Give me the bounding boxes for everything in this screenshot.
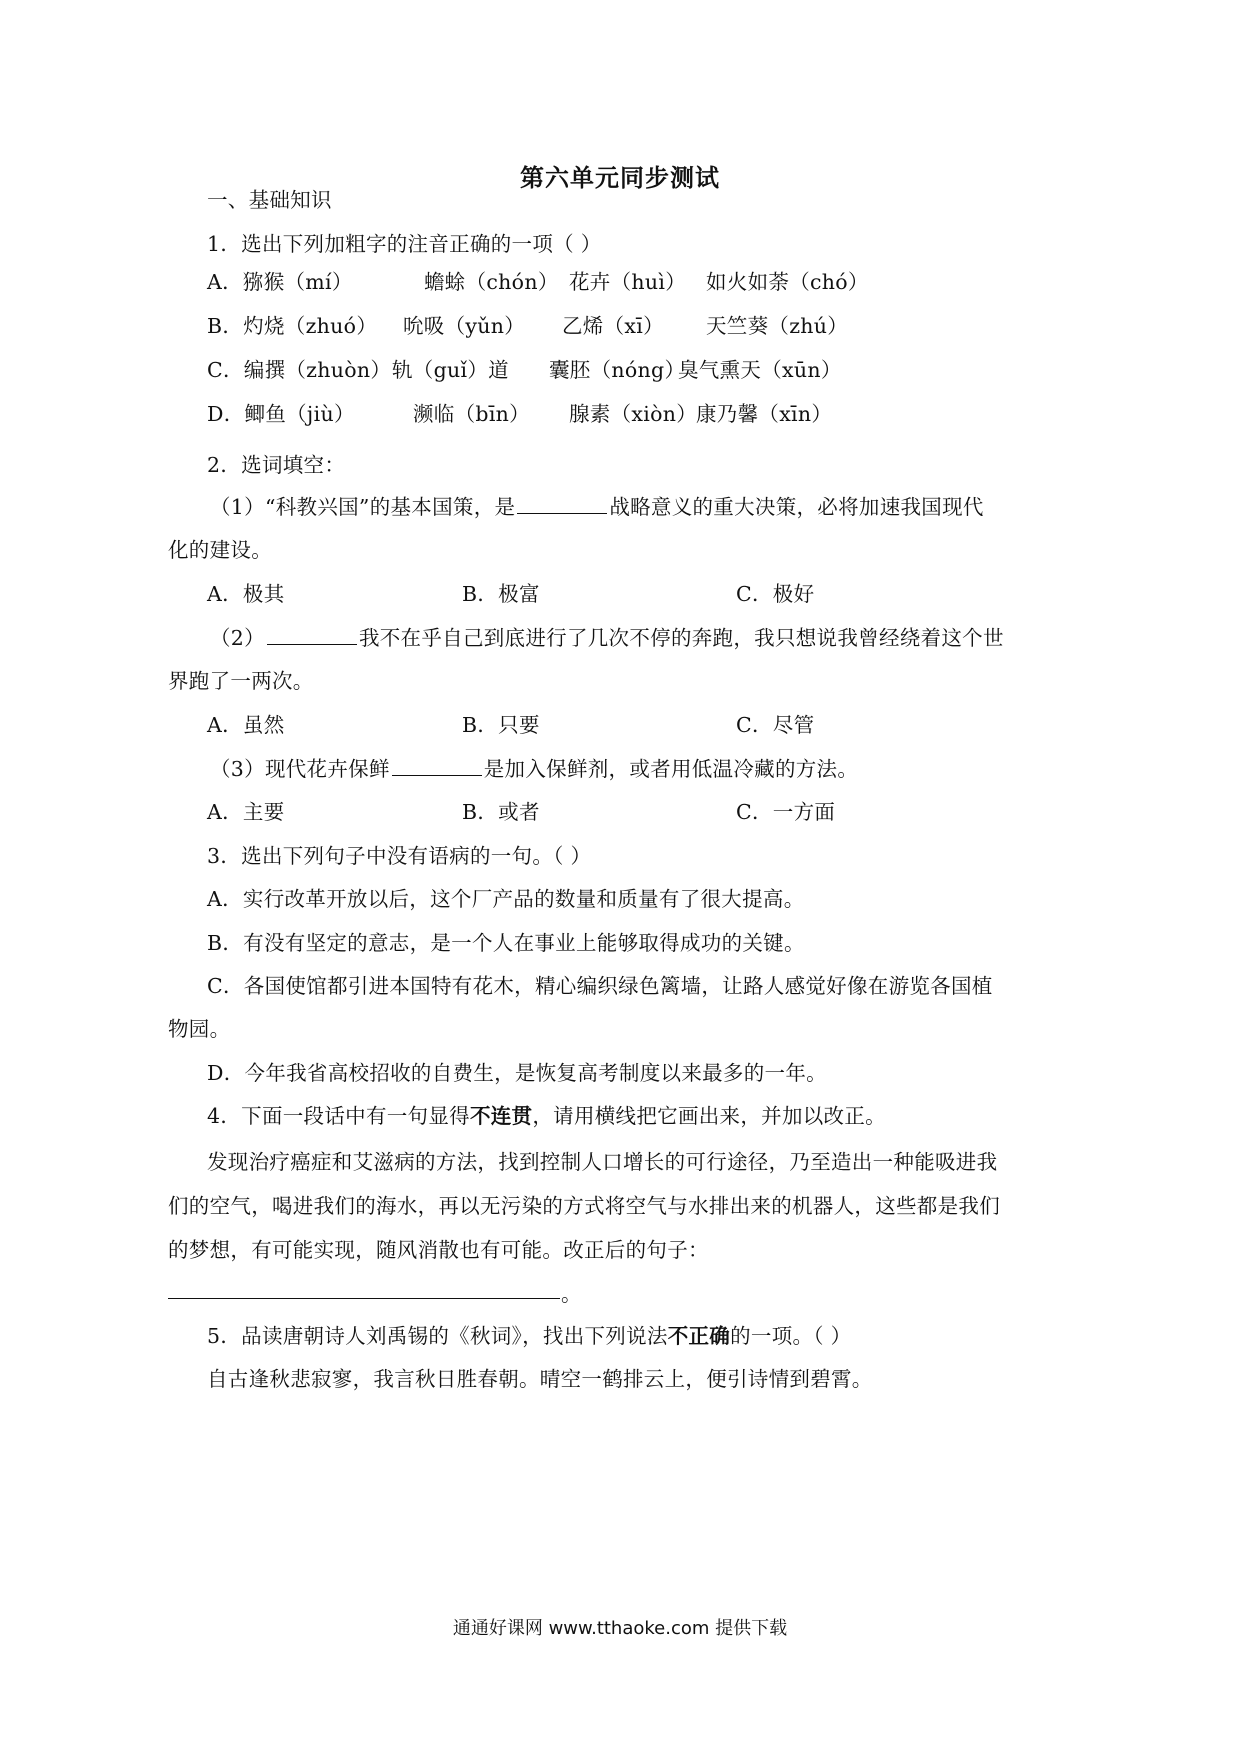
q5-stem-text-b: 的一项。（ ）: [730, 1324, 852, 1348]
q4-stem-bold: 不连贯: [469, 1104, 533, 1128]
q4-stem-text-b: ，请用横线把它画出来，并加以改正。: [532, 1104, 886, 1128]
section-heading: 一、基础知识: [207, 188, 332, 212]
q4-paragraph-line2: 们的空气，喝进我们的海水，再以无污染的方式将空气与水排出来的机器人，这些都是我们: [168, 1194, 1000, 1218]
q4-paragraph-line1: 发现治疗癌症和艾滋病的方法，找到控制人口增长的可行途径，乃至造出一种能吸进我: [207, 1150, 998, 1174]
q2-p2-line2: 界跑了一两次。: [168, 669, 314, 693]
q4-stem-text-a: 4．下面一段话中有一句显得: [207, 1104, 470, 1128]
q2-p2-opt-a: A．虽然: [207, 713, 285, 737]
q2-p3-text-a: （3）现代花卉保鲜: [210, 757, 390, 781]
q2-p1-line1: [210, 493, 984, 521]
page-title: 第六单元同步测试: [520, 164, 720, 192]
q1-a-2: 蟾蜍（chón）: [424, 270, 559, 294]
q2-p1-text-a: （1）“科教兴国”的基本国策，是: [210, 495, 516, 519]
page-footer: 通通好课网 www.tthaoke.com 提供下载: [452, 1618, 788, 1639]
q2-p3-opt-a: A．主要: [207, 800, 285, 824]
q1-d-4: 康乃馨（xīn）: [696, 402, 833, 426]
q2-p3-blank: [392, 757, 482, 776]
q1-c-1: C．编撰（zhuòn）: [207, 358, 392, 382]
q5-stem-bold: 不正确: [667, 1324, 731, 1348]
q2-p3-text-b: 是加入保鲜剂，或者用低温冷藏的方法。: [483, 757, 859, 781]
q1-b-4: 天竺葵（zhú）: [706, 314, 849, 338]
q2-p2-line1: [210, 624, 1004, 652]
q2-p2-opt-c: C．尽管: [736, 713, 815, 737]
q2-p2-text-a: （2）: [210, 626, 265, 650]
q1-c-2: 轨（guǐ）道: [392, 358, 509, 382]
q1-a-1: A．猕猴（mí）: [207, 270, 353, 294]
q1-a-4: 如火如荼（chó）: [706, 270, 869, 294]
q5-stem: [207, 1322, 851, 1350]
q1-c-4: 臭气熏天（xūn）: [678, 358, 842, 382]
q1-b-3: 乙烯（xī）: [562, 314, 664, 338]
q2-p3-opt-b: B．或者: [462, 800, 540, 824]
q2-p1-blank: [517, 495, 607, 514]
q3-stem: 3．选出下列句子中没有语病的一句。（ ）: [207, 844, 592, 868]
q2-p1-opt-a: A．极其: [207, 582, 285, 606]
q5-stem-text-a: 5．品读唐朝诗人刘禹锡的《秋词》，找出下列说法: [207, 1324, 668, 1348]
q1-d-3: 腺素（xiòn）: [569, 402, 698, 426]
q4-paragraph-line3: 的梦想，有可能实现，随风消散也有可能。改正后的句子：: [168, 1238, 709, 1262]
q3-option-c-line2: 物园。: [168, 1017, 231, 1041]
q2-p1-line2: 化的建设。: [168, 538, 272, 562]
q1-d-1: D．鲫鱼（jiù）: [207, 402, 355, 426]
q1-stem: 1．选出下列加粗字的注音正确的一项（ ）: [207, 232, 602, 256]
q3-option-d: D．今年我省高校招收的自费生，是恢复高考制度以来最多的一年。: [207, 1061, 827, 1085]
q3-option-a: A．实行改革开放以后，这个厂产品的数量和质量有了很大提高。: [207, 887, 805, 911]
q4-stem: [207, 1102, 886, 1130]
q2-p2-blank: [267, 626, 357, 645]
q2-p2-opt-b: B．只要: [462, 713, 540, 737]
q5-poem: 自古逢秋悲寂寥，我言秋日胜春朝。晴空一鹤排云上，便引诗情到碧霄。: [207, 1367, 873, 1391]
q2-p3-opt-c: C．一方面: [736, 800, 836, 824]
q1-b-2: 吮吸（yǔn）: [403, 314, 526, 338]
q2-p1-opt-c: C．极好: [736, 582, 815, 606]
q1-b-1: B．灼烧（zhuó）: [207, 314, 378, 338]
q3-option-b: B．有没有坚定的意志，是一个人在事业上能够取得成功的关键。: [207, 931, 805, 955]
q1-a-3: 花卉（huì）: [569, 270, 687, 294]
q2-p1-opt-b: B．极富: [462, 582, 540, 606]
q1-c-3: 囊胚（nóng）: [549, 358, 686, 382]
q2-p1-text-b: 战略意义的重大决策，必将加速我国现代: [609, 495, 984, 519]
q2-p3-line: [210, 755, 858, 783]
q4-answer-blank: [168, 1298, 560, 1299]
q2-stem: 2．选词填空：: [207, 453, 346, 477]
q2-p2-text-b: 我不在乎自己到底进行了几次不停的奔跑，我只想说我曾经绕着这个世: [358, 626, 1004, 650]
q1-d-2: 濒临（bīn）: [413, 402, 530, 426]
q3-option-c-line1: C．各国使馆都引进本国特有花木，精心编织绿色篱墙，让路人感觉好像在游览各国植: [207, 974, 993, 998]
q4-answer-end: 。: [561, 1282, 582, 1306]
